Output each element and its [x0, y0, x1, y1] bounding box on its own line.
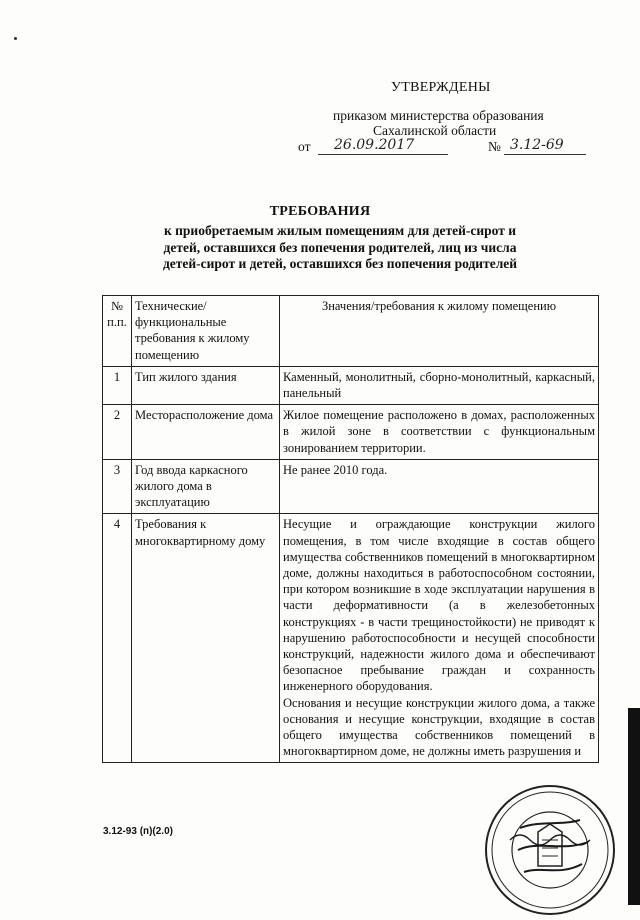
footer-code: 3.12-93 (п)(2.0) [103, 826, 173, 837]
table-row [103, 405, 599, 460]
row-num: 4 [103, 514, 132, 763]
scan-edge-bar [628, 708, 640, 905]
header-value: Значения/требования к жилому помещению [280, 296, 599, 367]
table-row [103, 366, 599, 404]
order-line-1: приказом министерства образования [333, 108, 544, 123]
number-prefix: № [488, 139, 501, 154]
row-requirement: Год ввода каркасного жилого дома в эксплуатацию [132, 459, 280, 514]
row-num: 1 [103, 366, 132, 404]
row-value: Каменный, монолитный, сборно-монолитный, каркасный, панельный [280, 366, 599, 404]
row-value-paragraph: Основания и несущие конструкции жилого дома, а также основания и несущие конструкции, входящие в состав общего имущества собственников помещений в многоквартирном доме, не должны иметь разрушения и [283, 695, 595, 759]
header-requirement: Технические/функциональные требования к жилому помещению [132, 296, 280, 367]
order-date-line [298, 139, 598, 159]
number-underline [504, 154, 586, 155]
row-value: Не ранее 2010 года. [280, 459, 599, 514]
row-num: 3 [103, 459, 132, 514]
table-row [103, 514, 599, 763]
document-subtitle: к приобретаемым жилым помещениям для детей-сирот и детей, оставшихся без попечения родителей, лиц из числа детей-сирот и детей, оставшихся без попечения родителей [162, 223, 518, 271]
document-title: ТРЕБОВАНИЯ [269, 204, 371, 219]
row-value: Жилое помещение расположено в домах, расположенных в жилой зоне в соответствии с функциональным зонированием территории. [280, 405, 599, 460]
approved-heading: УТВЕРЖДЕНЫ [391, 80, 491, 95]
table-row [103, 459, 599, 514]
row-num: 2 [103, 405, 132, 460]
row-value [280, 514, 599, 763]
row-requirement: Требования к многоквартирному дому [132, 514, 280, 763]
date-prefix: от [298, 139, 311, 154]
requirements-table [102, 295, 599, 763]
row-requirement: Месторасположение дома [132, 405, 280, 460]
order-line-2: Сахалинской области [373, 123, 497, 138]
date-underline [318, 154, 448, 155]
header-num: № п.п. [103, 296, 132, 367]
handwritten-number: 3.12-69 [510, 137, 564, 153]
official-seal [480, 780, 620, 920]
table-header-row [103, 296, 599, 367]
scan-speck [14, 37, 17, 40]
handwritten-date: 26.09.2017 [334, 137, 415, 153]
row-requirement: Тип жилого здания [132, 366, 280, 404]
row-value-paragraph: Несущие и ограждающие конструкции жилого помещения, в том числе входящие в состав общего имущества собственников помещений в многоквартирном доме, должны находиться в работоспособном состоянии, при котором возникшие в ходе эксплуатации нарушения в части деформативности (а в железобетонных конструкциях - в части трещиностойкости) не приводят к нарушению работоспособности и несущей способности конструкций, надежности жилого дома и обеспечивают безопасное пребывание граждан и сохранность инженерного оборудования. [283, 517, 595, 694]
